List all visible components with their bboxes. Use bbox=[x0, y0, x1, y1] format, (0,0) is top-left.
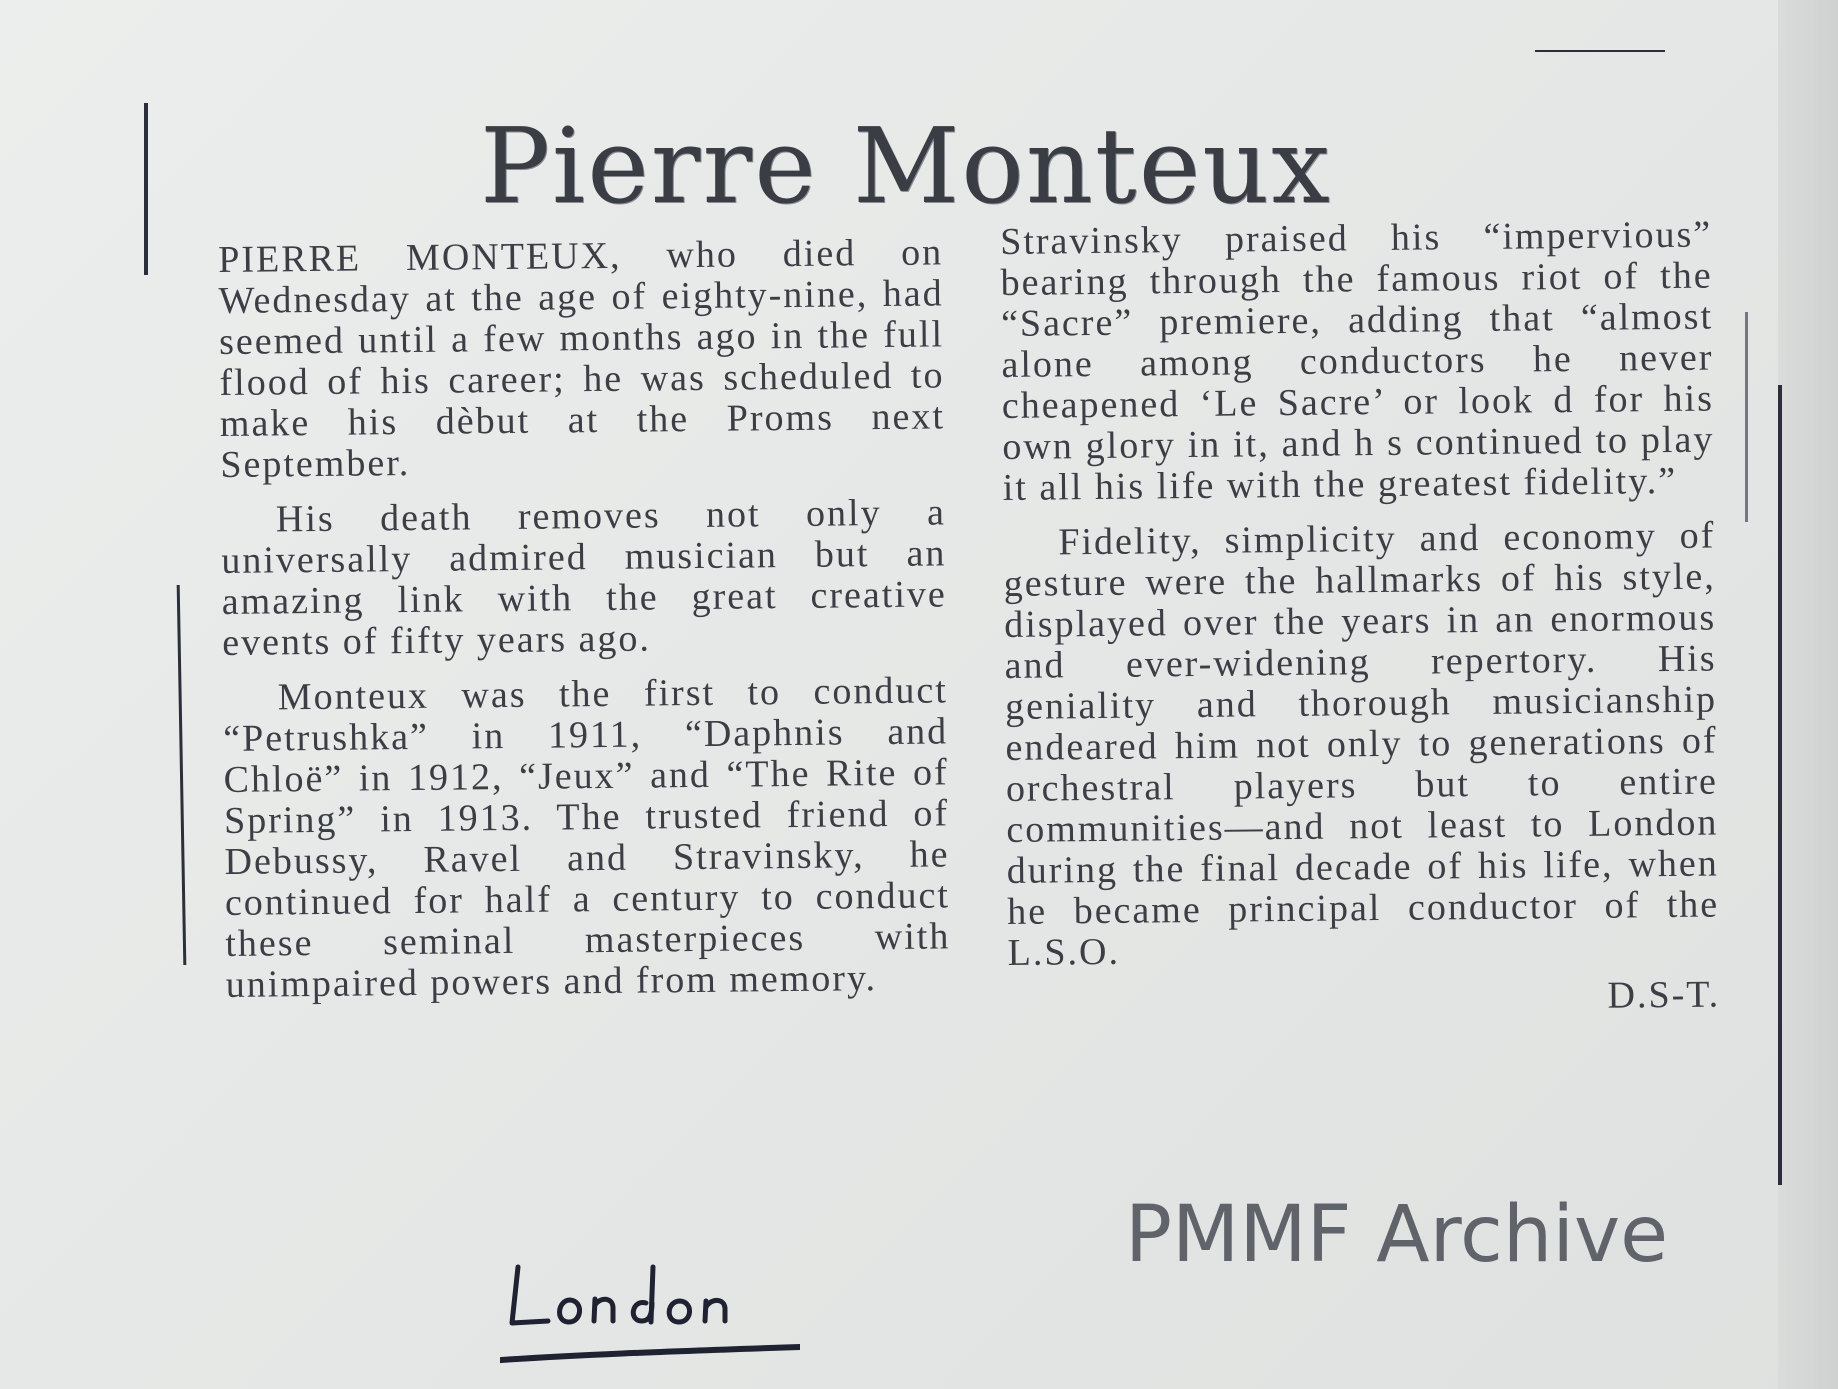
article-column-right bbox=[1000, 215, 1720, 1023]
paragraph-3: Monteux was the first to conduct “Petrushka” in 1911, “Daphnis and Chloë” in 1912, “Jeux” and “The Rite of Spring” in 1913. The trusted friend of Debussy, Ravel and Stravinsky, he continued for half a century to conduct these seminal masterpieces with unimpaired powers and from memory. bbox=[223, 669, 951, 1006]
margin-line-left-top bbox=[144, 103, 148, 275]
paragraph-1: PIERRE MONTEUX, who died on Wednesday at the age of eighty-nine, had seemed until a few months ago in the full flood of his career; he was scheduled to make his dèbut at the Proms next September. bbox=[217, 231, 946, 486]
byline: D.S-T. bbox=[1607, 973, 1721, 1017]
paragraph-4: Stravinsky praised his “impervious” bearing through the famous riot of the “Sacre” premiere, adding that “almost alone among conductors he never cheapened ‘Le Sacre’ or look d for his own glory in it, and h s continued to play it all his life with the greatest fidelity.” bbox=[999, 213, 1715, 509]
paper-edge bbox=[1778, 0, 1838, 1389]
handwritten-note-london bbox=[500, 1255, 800, 1370]
signoff-row bbox=[1008, 975, 1720, 1023]
article-title: Pierre Monteux bbox=[480, 105, 1332, 227]
paragraph-2: His death removes not only a universally admired musician but an amazing link with the great creative events of fifty years ago. bbox=[221, 491, 947, 664]
margin-line-top-right bbox=[1535, 50, 1665, 52]
margin-line-right bbox=[1778, 385, 1782, 1185]
paragraph-5: Fidelity, simplicity and economy of gesture were the hallmarks of his style, displayed over the years in an enormous and ever-widening repertory. His geniality and thorough musicianship endeared him not only to generations of orchestral players but to entire communities—and not least to London during the final decade of his life, when he became principal conductor of the L.S.O. bbox=[1003, 514, 1720, 974]
archive-watermark: PMMF Archive bbox=[1125, 1190, 1669, 1280]
margin-line-right-upper bbox=[1745, 312, 1748, 522]
article-column-left bbox=[218, 232, 951, 1020]
